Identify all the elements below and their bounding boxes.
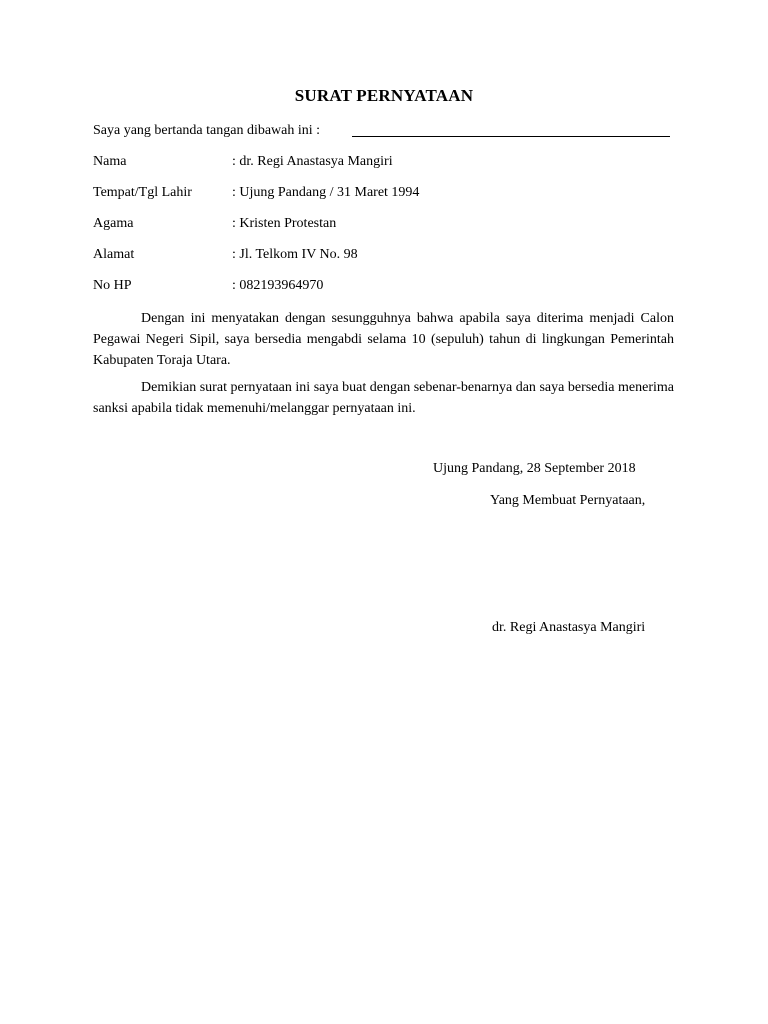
closing-salutation: Yang Membuat Pernyataan,	[490, 493, 646, 508]
field-value-alamat: : Jl. Telkom IV No. 98	[232, 247, 358, 262]
place-date: Ujung Pandang, 28 September 2018	[433, 461, 636, 476]
field-label-agama: Agama	[93, 216, 134, 231]
field-label-nama: Nama	[93, 154, 127, 169]
field-row-tempat-tgl-lahir	[93, 185, 673, 205]
field-row-alamat	[93, 247, 673, 267]
field-value-no-hp: : 082193964970	[232, 278, 324, 293]
statement-paragraph: Dengan ini menyatakan dengan sesungguhnya bahwa apabila saya diterima menjadi Calon Pegawai Negeri Sipil, saya bersedia mengabdi selama 10 (sepuluh) tahun di lingkungan Pemerintah Kabupaten Toraja Utara.	[93, 311, 674, 368]
field-value-agama: : Kristen Protestan	[232, 216, 337, 231]
document-title: SURAT PERNYATAAN	[294, 86, 474, 105]
intro-underline	[352, 136, 670, 137]
field-label-no-hp: No HP	[93, 278, 132, 293]
field-label-alamat: Alamat	[93, 247, 135, 262]
field-row-agama	[93, 216, 673, 236]
field-label-tempat-tgl-lahir: Tempat/Tgl Lahir	[93, 185, 192, 200]
field-value-nama: : dr. Regi Anastasya Mangiri	[232, 154, 393, 169]
field-value-tempat-tgl-lahir: : Ujung Pandang / 31 Maret 1994	[232, 185, 420, 200]
field-row-no-hp	[93, 278, 673, 298]
field-row-nama	[93, 154, 673, 174]
intro-text: Saya yang bertanda tangan dibawah ini :	[93, 123, 321, 138]
signer-name: dr. Regi Anastasya Mangiri	[492, 620, 646, 635]
closing-paragraph: Demikian surat pernyataan ini saya buat dengan sebenar-benarnya dan saya bersedia menerima sanksi apabila tidak memenuhi/melanggar pernyataan ini.	[93, 380, 674, 416]
